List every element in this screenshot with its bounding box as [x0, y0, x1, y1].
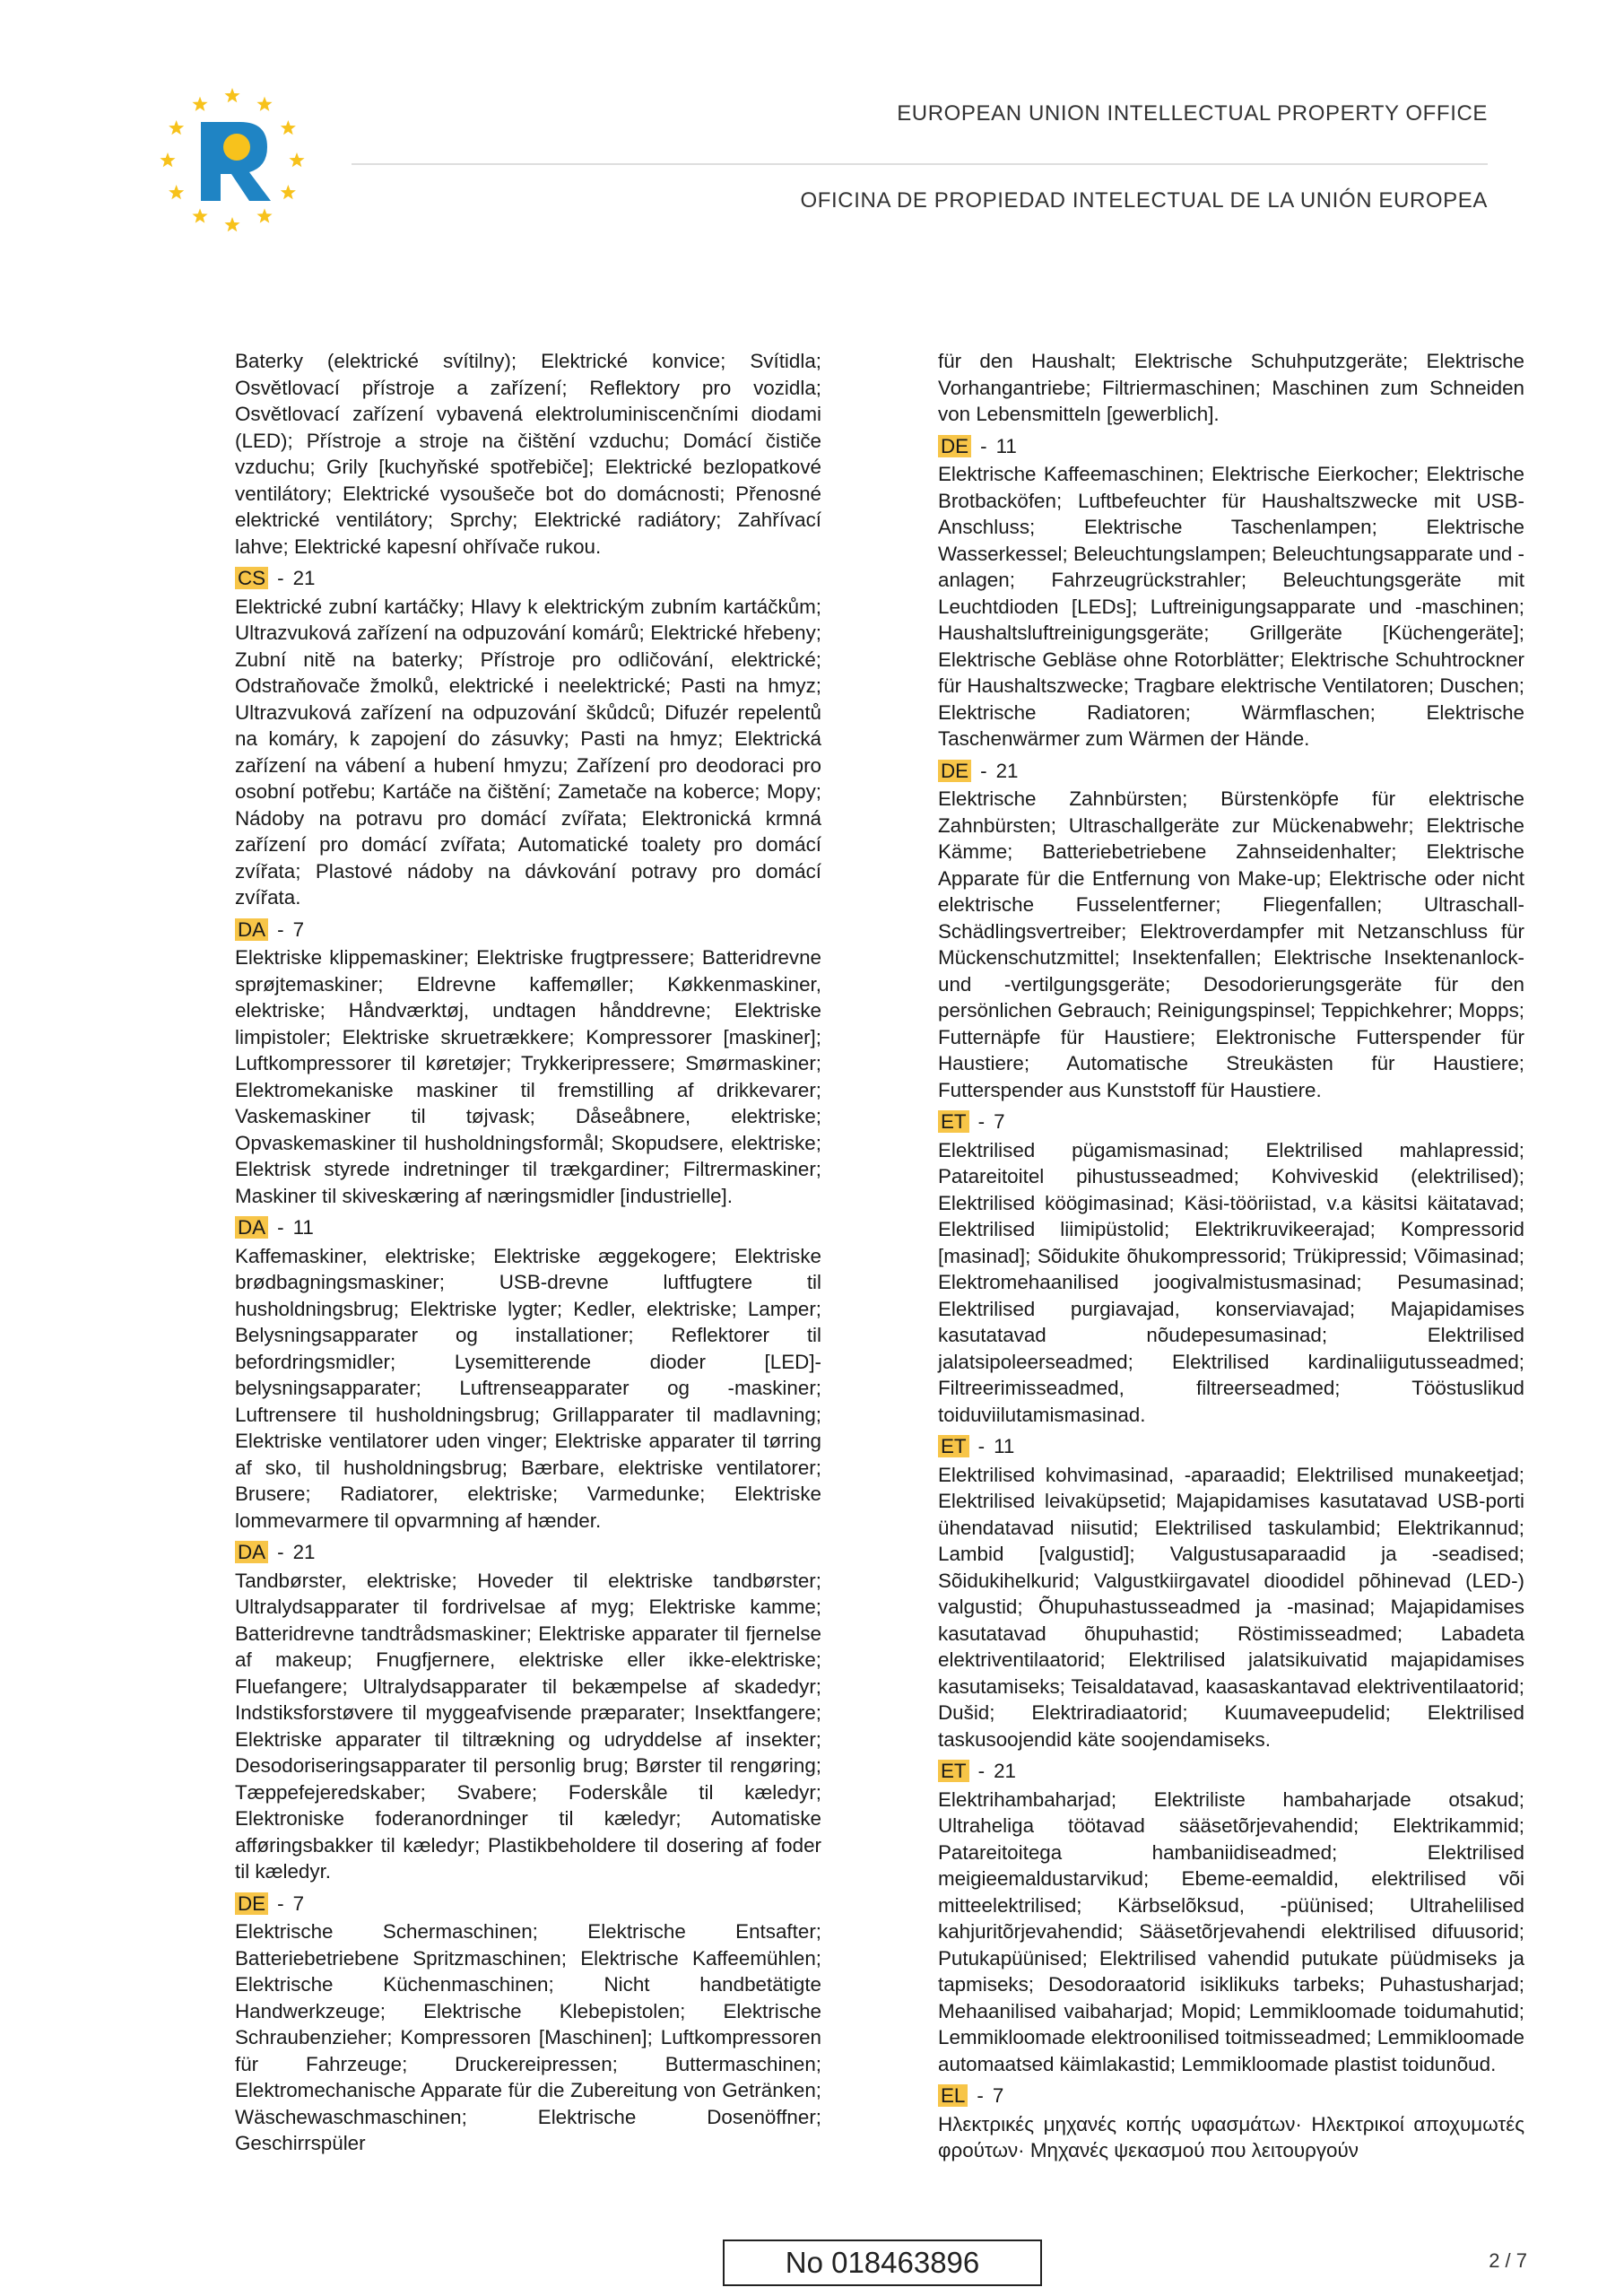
language-code-badge: ET — [938, 1110, 969, 1133]
goods-list: Ηλεκτρικές μηχανές κοπής υφασμάτων· Ηλεκτρικοί αποχυμωτές φρούτων· Μηχανές ψεκασμού που λειτουργούν — [938, 2112, 1524, 2161]
class-number: 7 — [292, 918, 305, 941]
section-heading — [235, 1539, 821, 1566]
separator: - — [977, 1110, 986, 1133]
separator: - — [277, 1892, 284, 1915]
separator: - — [277, 1216, 284, 1239]
header-divider — [352, 163, 1488, 165]
goods-list: Tandbørster, elektriske; Hoveder til elektriske tandbørster; Ultralydsapparater til fordrivelsae af myg; Elektriske kamme; Batteridrevne tandtrådsmaskiner; Elektriske apparater til fjernelse af makeup; Fnugfjernere, elektriske eller ikke-elektriske; Fluefangere; Ultralydsapparater til bekæmpelse af skadedyr; Indstiksforstøvere til myggeafvisende præparater; Insektfangere; Elektriske apparater til tiltrækning og udryddelse af insekter; Desodoriseringsapparater til personlig brug; Børster til rengøring; Tæppefejeredskaber; Svabere; Foderskåle til kæledyr; Elektroniske foderanordninger til kæledyr; Automatiske afføringsbakker til kæledyr; Plastikbeholdere til dosering af foder til kæledyr. — [235, 1569, 821, 1883]
language-code-badge: DE — [938, 435, 971, 457]
right-column — [938, 348, 1524, 2170]
logo-star — [256, 208, 272, 222]
class-number: 21 — [994, 1760, 1016, 1782]
separator: - — [977, 1760, 986, 1782]
logo-star — [169, 120, 184, 135]
separator: - — [277, 567, 284, 589]
section-heading — [938, 2083, 1524, 2109]
separator: - — [277, 1541, 284, 1563]
goods-list: Elektrické zubní kartáčky; Hlavy k elektrickým zubním kartáčkům; Ultrazvuková zařízení na odpuzování komárů; Elektrické hřebeny; Zubní nitě na baterky; Přístroje pro odličování, elektrické; Odstraňovače žmolků, elektrické i neelektrické; Pasti na hmyz; Ultrazvuková zařízení na odpuzování škůdců; Difuzér repelentů na komáry, k zapojení do zásuvky; Pasti na hmyz; Elektrická zařízení na vábení a hubení hmyzu; Zařízení pro deodoraci pro osobní potřebu; Kartáče na čištění; Zametače na koberce; Mopy; Nádoby na potravu pro domácí zvířata; Elektronická krmná zařízení pro domácí zvířata; Automatické toalety pro domácí zvířata; Plastové nádoby na dávkování potravy pro domácí zvířata. — [235, 595, 821, 909]
right-sections — [938, 433, 1524, 2164]
section-heading — [938, 433, 1524, 460]
goods-list: Elektrilised pügamismasinad; Elektrilised mahlapressid; Patareitoitel pihustusseadmed; Kohviveskid (elektrilised); Elektrilised köögimasinad; Käsi-tööriistad, v.a käsitsi käitatavad; Elektrilised liimipüstolid; Elektrikruvikeerajad; Kompressorid [masinad]; Sõidukite õhukompressorid; Trükipressid; Võimasinad; Elektromehaanilised joogivalmistusmasinad; Pesumasinad; Elektrilised purgiavajad, konserviavajad; Majapidamises kasutatavad nõudepesumasinad; Elektrilised jalatsipoleerseadmed; Elektrilised kardinaliigutusseadmed; Filtreerimisseadmed, filtreerseadmed; Tööstuslikud toiduviilutamismasinad. — [938, 1138, 1524, 1426]
page-number: 2 / 7 — [1489, 2249, 1527, 2272]
logo-star — [160, 152, 175, 167]
language-code-badge: ET — [938, 1760, 969, 1782]
continued-text: Baterky (elektrické svítilny); Elektrické konvice; Svítidla; Osvětlovací přístroje a zařízení; Reflektory pro vozidla; Osvětlovací zařízení vybavená elektroluminiscenčními diodami (LED); Přístroje a stroje na čištění vzduchu; Domácí čističe vzduchu; Grily [kuchyňské spotřebiče]; Elektrické bezlopatkové ventilátory; Elektrické vysoušeče bot do domácnosti; Přenosné elektrické ventilátory; Sprchy; Elektrické radiátory; Zahřívací lahve; Elektrické kapesní ohřívače rukou. — [235, 350, 821, 558]
class-number: 21 — [995, 759, 1019, 782]
goods-list: Elektriske klippemaskiner; Elektriske frugtpressere; Batteridrevne sprøjtemaskiner; Eldrevne kaffemøller; Køkkenmaskiner, elektriske; Håndværktøj, undtagen hånddrevne; Elektriske limpistoler; Elektriske skruetrækkere; Kompressorer [maskiner]; Luftkompressorer til køretøjer; Trykkeripressere; Smørmaskiner; Elektromekaniske maskiner til fremstilling af drikkevarer; Vaskemaskiner til tøjvask; Dåseåbnere, elektriske; Opvaskemaskiner til husholdningsformål; Skopudsere, elektriske; Elektrisk styrede indretninger til trækgardiner; Filtrermaskiner; Maskiner til skiveskæring af næringsmidler [industrielle]. — [235, 946, 821, 1207]
section-heading — [938, 1109, 1524, 1135]
goods-list: Elektrihambaharjad; Elektriliste hambaharjade otsakud; Ultraheliga töötavad sääsetõrjevahendid; Elektrikammid; Patareitoitega hambaniidiseadmed; Elektrilised meigieemaldustarvikud; Ebeme-eemaldid, elektrilised või mitteelektrilised; Kärbselõksud, -püünised; Ultrahelilised kahjuritõrjevahendid; Sääsetõrjevahendi elektrilised difuusorid; Putukapüünised; Elektrilised vahendid putukate püüdmiseks ja tapmiseks; Desodoraatorid isiklikuks tarbeks; Puhastusharjad; Mehaanilised vaibaharjad; Mopid; Lemmikloomade toidumahutid; Lemmikloomade elektroonilised toitmisseadmed; Lemmikloomade automaatsed käimlakastid; Lemmikloomade plastist toidunõud. — [938, 1787, 1524, 2075]
separator: - — [277, 918, 284, 941]
section-heading — [938, 758, 1524, 785]
section-heading — [938, 1433, 1524, 1460]
goods-list: Elektrische Schermaschinen; Elektrische Entsafter; Batteriebetriebene Spritzmaschinen; Elektrische Kaffeemühlen; Elektrische Küchenmaschinen; Nicht handbetätigte Handwerkzeuge; Elektrische Klebepistolen; Elektrische Schraubenzieher; Kompressoren [Maschinen]; Luftkompressoren für Fahrzeuge; Druckereipressen; Buttermaschinen; Elektromechanische Apparate für die Zubereitung von Getränken; Wäschewaschmaschinen; Elektrische Dosenöffner; Geschirrspüler — [235, 1920, 821, 2154]
separator: - — [977, 1435, 986, 1457]
class-number: 7 — [994, 1110, 1005, 1133]
class-number: 21 — [292, 567, 316, 589]
language-code-badge: DE — [235, 1892, 268, 1915]
goods-list: Elektrische Zahnbürsten; Bürstenköpfe für elektrische Zahnbürsten; Ultraschallgeräte zur Mückenabwehr; Elektrische Kämme; Batteriebetriebene Zahnseidenhalter; Elektrische Apparate für die Entfernung von Make-up; Elektrische oder nicht elektrische Fusselentferner; Fliegenfallen; Ultraschall-Schädlingsvertreiber; Elektroverdampfer mit Netzanschluss für Mückenschutzmittel; Insektenfallen; Elektrische Insektenanlock- und -vertilgungsgeräte; Desodorierungsgeräte für den persönlichen Gebrauch; Reinigungspinsel; Teppichkehrer; Mopps; Futternäpfe für Haustiere; Elektronische Futterspender für Haustiere; Automatische Streukästen für Haustiere; Futterspender aus Kunststoff für Haustiere. — [938, 787, 1524, 1101]
section-heading — [938, 1758, 1524, 1785]
logo-star — [281, 185, 296, 199]
logo-star — [224, 217, 239, 231]
section-heading — [235, 565, 821, 592]
logo-star — [256, 97, 272, 111]
left-column — [235, 348, 821, 2162]
logo-star — [281, 120, 296, 135]
language-code-badge: ET — [938, 1435, 969, 1457]
class-number: 11 — [994, 1435, 1015, 1457]
separator: - — [977, 2084, 984, 2107]
separator: - — [980, 759, 987, 782]
continued-text: für den Haushalt; Elektrische Schuhputzgeräte; Elektrische Vorhangantriebe; Filtriermaschinen; Maschinen zum Schneiden von Lebensmitteln [gewerblich]. — [938, 350, 1524, 425]
goods-list: Kaffemaskiner, elektriske; Elektriske æggekogere; Elektriske brødbagningsmaskiner; USB-drevne luftfugtere til husholdningsbrug; Elektriske lygter; Kedler, elektriske; Lamper; Belysningsapparater og installationer; Reflektorer til befordringsmidler; Lysemitterende dioder [LED]-belysningsapparater; Luftrenseapparater og -maskiner; Luftrensere til husholdningsbrug; Grillapparater til madlavning; Elektriske ventilatorer uden vinger; Elektriske apparater til tørring af sko, til husholdningsbrug; Bærbare, elektriske ventilatorer; Brusere; Radiatorer, elektriske; Varmedunke; Elektriske lommevarmere til opvarmning af hænder. — [235, 1244, 821, 1532]
section-heading — [235, 1214, 821, 1241]
class-number: 11 — [292, 1216, 314, 1239]
language-code-badge: DA — [235, 1541, 268, 1563]
logo-star — [224, 88, 239, 102]
office-name-spanish: OFICINA DE PROPIEDAD INTELECTUAL DE LA UNIÓN EUROPEA — [800, 188, 1488, 213]
logo-star — [289, 152, 304, 167]
office-name-english: EUROPEAN UNION INTELLECTUAL PROPERTY OFFICE — [897, 101, 1488, 126]
logo-dot — [223, 134, 250, 161]
section-heading — [235, 917, 821, 944]
goods-list: Elektrische Kaffeemaschinen; Elektrische Eierkocher; Elektrische Brotbacköfen; Luftbefeuchter für Haushaltszwecke mit USB-Anschluss; Elektrische Taschenlampen; Elektrische Wasserkessel; Beleuchtungslampen; Beleuchtungsapparate und -anlagen; Fahrzeugrückstrahler; Beleuchtungsgeräte mit Leuchtdioden [LEDs]; Luftreinigungsapparate und -maschinen; Haushaltsluftreinigungsgeräte; Grillgeräte [Küchengeräte]; Elektrische Gebläse ohne Rotorblätter; Elektrische Schuhtrockner für Haushaltszwecke; Tragbare elektrische Ventilatoren; Duschen; Elektrische Radiatoren; Wärmflaschen; Elektrische Taschenwärmer zum Wärmen der Hände. — [938, 463, 1524, 750]
class-number: 7 — [292, 1892, 305, 1915]
separator: - — [980, 434, 987, 457]
language-code-badge: DA — [235, 918, 268, 941]
language-code-badge: CS — [235, 567, 268, 589]
logo-star — [192, 97, 207, 111]
section-heading — [235, 1891, 821, 1918]
euipo-logo — [154, 83, 310, 239]
language-code-badge: DA — [235, 1216, 268, 1239]
left-sections — [235, 565, 821, 2157]
class-number: 21 — [292, 1541, 316, 1563]
goods-list: Elektrilised kohvimasinad, -aparaadid; Elektrilised munakeetjad; Elektrilised leivaküpsetid; Majapidamises kasutatavad USB-porti ühendatavad niisutid; Elektrilised taskulambid; Elektrikannud; Lambid [valgustid]; Valgustusaparaadid ja -seadised; Sõidukihelkurid; Valgustkiirgavatel dioodidel põhinevad (LED-) valgustid; Õhupuhastusseadmed ja -masinad; Majapidamises kasutatavad õhupuhastid; Röstimisseadmed; Labadeta elektriventilaatorid; Elektrilised jalatsikuivatid majapidamises kasutamiseks; Teisaldatavad, kaasaskantavad elektriventilaatorid; Dušid; Elektriradiaatorid; Kuumaveepudelid; Elektrilised taskusoojendid käte soojendamiseks. — [938, 1463, 1524, 1751]
language-code-badge: EL — [938, 2084, 968, 2107]
logo-star — [169, 185, 184, 199]
class-number: 11 — [995, 434, 1017, 457]
class-number: 7 — [992, 2084, 1004, 2107]
document-number-box: No 018463896 — [723, 2239, 1042, 2286]
logo-star — [192, 208, 207, 222]
language-code-badge: DE — [938, 760, 971, 782]
